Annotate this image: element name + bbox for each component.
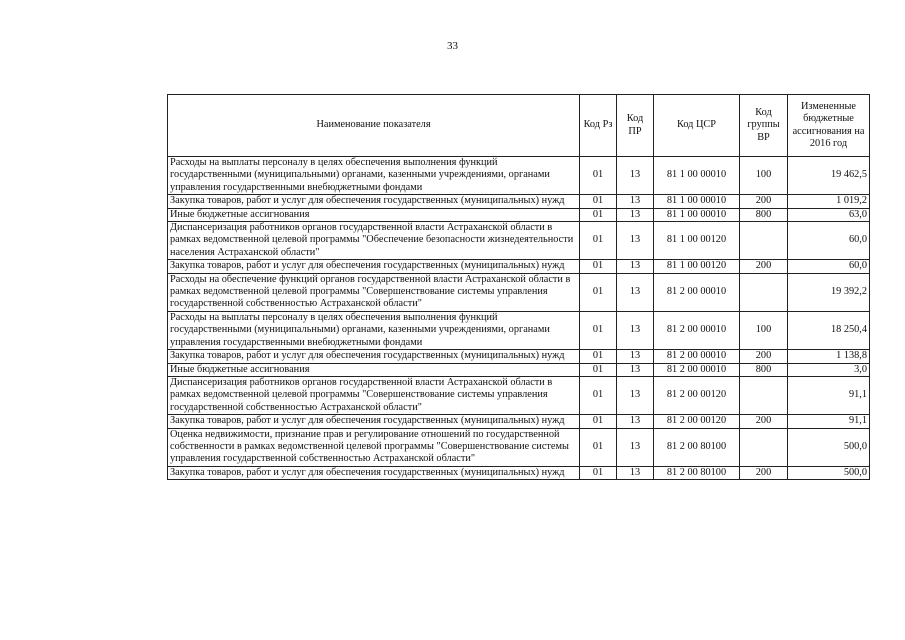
row-pr: 13 bbox=[617, 415, 654, 428]
table-row bbox=[168, 208, 870, 221]
row-csr: 81 2 00 00010 bbox=[654, 350, 740, 363]
table-row bbox=[168, 260, 870, 273]
row-rz: 01 bbox=[580, 195, 617, 208]
row-name: Закупка товаров, работ и услуг для обеспечения государственных (муниципальных) нужд bbox=[168, 260, 580, 273]
row-vr: 800 bbox=[740, 208, 788, 221]
table-row bbox=[168, 466, 870, 479]
row-name: Диспансеризация работников органов государственной власти Астраханской области в рамках ведомственной целевой программы "Обеспечение безопасности жизнедеятельности населения Астраханской области" bbox=[168, 222, 580, 260]
row-amount: 91,1 bbox=[788, 415, 870, 428]
row-amount: 500,0 bbox=[788, 428, 870, 466]
row-vr bbox=[740, 428, 788, 466]
row-rz: 01 bbox=[580, 273, 617, 311]
header-amount: Измененные бюджетные ассигнования на 2016 год bbox=[788, 95, 870, 157]
row-pr: 13 bbox=[617, 311, 654, 349]
row-vr bbox=[740, 222, 788, 260]
row-csr: 81 2 00 00010 bbox=[654, 311, 740, 349]
header-csr: Код ЦСР bbox=[654, 95, 740, 157]
table-row bbox=[168, 195, 870, 208]
row-amount: 19 392,2 bbox=[788, 273, 870, 311]
row-rz: 01 bbox=[580, 466, 617, 479]
row-csr: 81 2 00 80100 bbox=[654, 466, 740, 479]
row-vr: 800 bbox=[740, 363, 788, 376]
row-vr: 200 bbox=[740, 350, 788, 363]
row-rz: 01 bbox=[580, 428, 617, 466]
row-amount: 60,0 bbox=[788, 222, 870, 260]
table-row bbox=[168, 376, 870, 414]
row-csr: 81 2 00 00010 bbox=[654, 363, 740, 376]
row-csr: 81 2 00 00010 bbox=[654, 273, 740, 311]
row-vr: 100 bbox=[740, 311, 788, 349]
table-row bbox=[168, 415, 870, 428]
row-vr: 200 bbox=[740, 195, 788, 208]
row-amount: 60,0 bbox=[788, 260, 870, 273]
row-name: Расходы на выплаты персоналу в целях обеспечения выполнения функций государственными (муниципальными) органами, казенными учреждениями, органами управления государственными внебюджетными фондами bbox=[168, 157, 580, 195]
row-rz: 01 bbox=[580, 415, 617, 428]
row-name: Закупка товаров, работ и услуг для обеспечения государственных (муниципальных) нужд bbox=[168, 350, 580, 363]
row-csr: 81 1 00 00120 bbox=[654, 260, 740, 273]
row-name: Оценка недвижимости, признание прав и регулирование отношений по государственной собственности в рамках ведомственной целевой программы "Совершенствование системы управления государственной собственностью Астраханской области" bbox=[168, 428, 580, 466]
row-vr: 200 bbox=[740, 415, 788, 428]
row-pr: 13 bbox=[617, 350, 654, 363]
row-csr: 81 1 00 00010 bbox=[654, 208, 740, 221]
table-row bbox=[168, 273, 870, 311]
row-pr: 13 bbox=[617, 428, 654, 466]
row-vr: 100 bbox=[740, 157, 788, 195]
row-csr: 81 1 00 00010 bbox=[654, 195, 740, 208]
row-amount: 500,0 bbox=[788, 466, 870, 479]
row-csr: 81 1 00 00120 bbox=[654, 222, 740, 260]
header-rz: Код Рз bbox=[580, 95, 617, 157]
row-pr: 13 bbox=[617, 273, 654, 311]
row-name: Иные бюджетные ассигнования bbox=[168, 208, 580, 221]
row-csr: 81 2 00 00120 bbox=[654, 415, 740, 428]
row-pr: 13 bbox=[617, 208, 654, 221]
table-row bbox=[168, 428, 870, 466]
table-body bbox=[168, 157, 870, 480]
row-name: Закупка товаров, работ и услуг для обеспечения государственных (муниципальных) нужд bbox=[168, 195, 580, 208]
row-amount: 3,0 bbox=[788, 363, 870, 376]
row-rz: 01 bbox=[580, 376, 617, 414]
row-pr: 13 bbox=[617, 376, 654, 414]
row-vr bbox=[740, 376, 788, 414]
row-rz: 01 bbox=[580, 260, 617, 273]
row-pr: 13 bbox=[617, 222, 654, 260]
table-row bbox=[168, 311, 870, 349]
row-rz: 01 bbox=[580, 222, 617, 260]
row-pr: 13 bbox=[617, 260, 654, 273]
page-number: 33 bbox=[447, 40, 458, 52]
row-rz: 01 bbox=[580, 311, 617, 349]
row-csr: 81 2 00 00120 bbox=[654, 376, 740, 414]
row-rz: 01 bbox=[580, 350, 617, 363]
header-name: Наименование показателя bbox=[168, 95, 580, 157]
row-name: Расходы на выплаты персоналу в целях обеспечения выполнения функций государственными (муниципальными) органами, казенными учреждениями, органами управления государственными внебюджетными фондами bbox=[168, 311, 580, 349]
row-pr: 13 bbox=[617, 466, 654, 479]
budget-table bbox=[167, 94, 870, 480]
header-pr: Код ПР bbox=[617, 95, 654, 157]
row-rz: 01 bbox=[580, 363, 617, 376]
row-amount: 19 462,5 bbox=[788, 157, 870, 195]
table-row bbox=[168, 222, 870, 260]
row-csr: 81 1 00 00010 bbox=[654, 157, 740, 195]
row-rz: 01 bbox=[580, 157, 617, 195]
row-pr: 13 bbox=[617, 157, 654, 195]
table-row bbox=[168, 157, 870, 195]
row-vr bbox=[740, 273, 788, 311]
row-amount: 63,0 bbox=[788, 208, 870, 221]
row-rz: 01 bbox=[580, 208, 617, 221]
header-row bbox=[168, 95, 870, 157]
row-csr: 81 2 00 80100 bbox=[654, 428, 740, 466]
row-name: Расходы на обеспечение функций органов государственной власти Астраханской области в рамках ведомственной целевой программы "Совершенствование системы управления государственной собственностью Астраханской области" bbox=[168, 273, 580, 311]
header-vr: Код группы ВР bbox=[740, 95, 788, 157]
table-row bbox=[168, 363, 870, 376]
table-row bbox=[168, 350, 870, 363]
row-name: Закупка товаров, работ и услуг для обеспечения государственных (муниципальных) нужд bbox=[168, 466, 580, 479]
row-amount: 18 250,4 bbox=[788, 311, 870, 349]
row-amount: 91,1 bbox=[788, 376, 870, 414]
row-amount: 1 019,2 bbox=[788, 195, 870, 208]
row-pr: 13 bbox=[617, 195, 654, 208]
row-vr: 200 bbox=[740, 466, 788, 479]
row-amount: 1 138,8 bbox=[788, 350, 870, 363]
row-name: Иные бюджетные ассигнования bbox=[168, 363, 580, 376]
row-pr: 13 bbox=[617, 363, 654, 376]
row-name: Диспансеризация работников органов государственной власти Астраханской области в рамках ведомственной целевой программы "Совершенствование системы управления государственной собственностью Астраханской области" bbox=[168, 376, 580, 414]
row-name: Закупка товаров, работ и услуг для обеспечения государственных (муниципальных) нужд bbox=[168, 415, 580, 428]
row-vr: 200 bbox=[740, 260, 788, 273]
